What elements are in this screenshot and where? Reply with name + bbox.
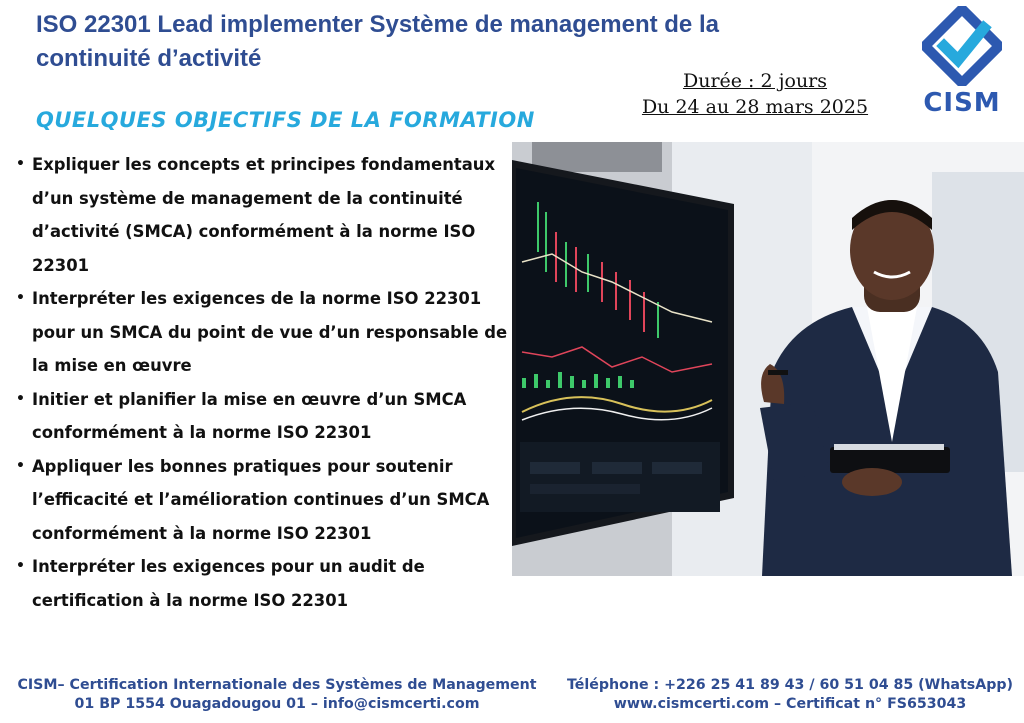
objective-item — [14, 550, 514, 617]
objective-item — [14, 383, 514, 450]
footer-contact-right — [560, 676, 1020, 714]
document-title: ISO 22301 Lead implementer Système de management de la continuité d’activité — [36, 11, 719, 72]
presenter-photo — [512, 142, 1024, 576]
objective-text: Interpréter les exigences de la norme ISO 22301 pour un SMCA du point de vue d’un responsable de la mise en œuvre — [32, 289, 508, 375]
phone-numbers: Téléphone : +226 25 41 89 43 / 60 51 04 85 (WhatsApp) — [566, 677, 1013, 693]
footer-contact-left — [6, 676, 548, 714]
duration-label: Durée : 2 jours — [682, 70, 828, 92]
objective-item — [14, 450, 514, 551]
bullet-icon: • — [16, 290, 25, 306]
objective-text: Interpréter les exigences pour un audit de certification à la norme ISO 22301 — [32, 557, 425, 610]
website-certificate: www.cismcerti.com – Certificat n° FS653043 — [613, 696, 967, 712]
cism-check-logo-icon — [922, 6, 1002, 86]
bullet-icon: • — [16, 457, 25, 474]
bullet-icon: • — [16, 156, 25, 172]
postal-address: 01 BP 1554 Ouagadougou 01 – info@cismcerti.com — [74, 696, 480, 712]
objective-text: Appliquer les bonnes pratiques pour soutenir l’efficacité et l’amélioration continues d’un SMCA conformément à la norme ISO 22301 — [32, 456, 490, 543]
bullet-icon: • — [16, 390, 25, 407]
objectives-list — [14, 148, 514, 617]
company-name: CISM– Certification Internationale des Systèmes de Management — [17, 677, 537, 693]
logo-text: CISM — [923, 88, 1001, 118]
cism-logo — [912, 6, 1012, 124]
duration-block — [630, 68, 880, 120]
date-range: Du 24 au 28 mars 2025 — [641, 96, 869, 118]
section-subtitle: QUELQUES OBJECTIFS DE LA FORMATION — [36, 108, 535, 132]
bullet-icon: • — [16, 558, 25, 574]
objective-item — [14, 282, 514, 383]
objective-item — [14, 148, 514, 282]
objective-text: Initier et planifier la mise en œuvre d’un SMCA conformément à la norme ISO 22301 — [32, 389, 467, 442]
objective-text: Expliquer les concepts et principes fondamentaux d’un système de management de la continuité d’activité (SMCA) conformément à la norme ISO 22301 — [32, 155, 496, 275]
